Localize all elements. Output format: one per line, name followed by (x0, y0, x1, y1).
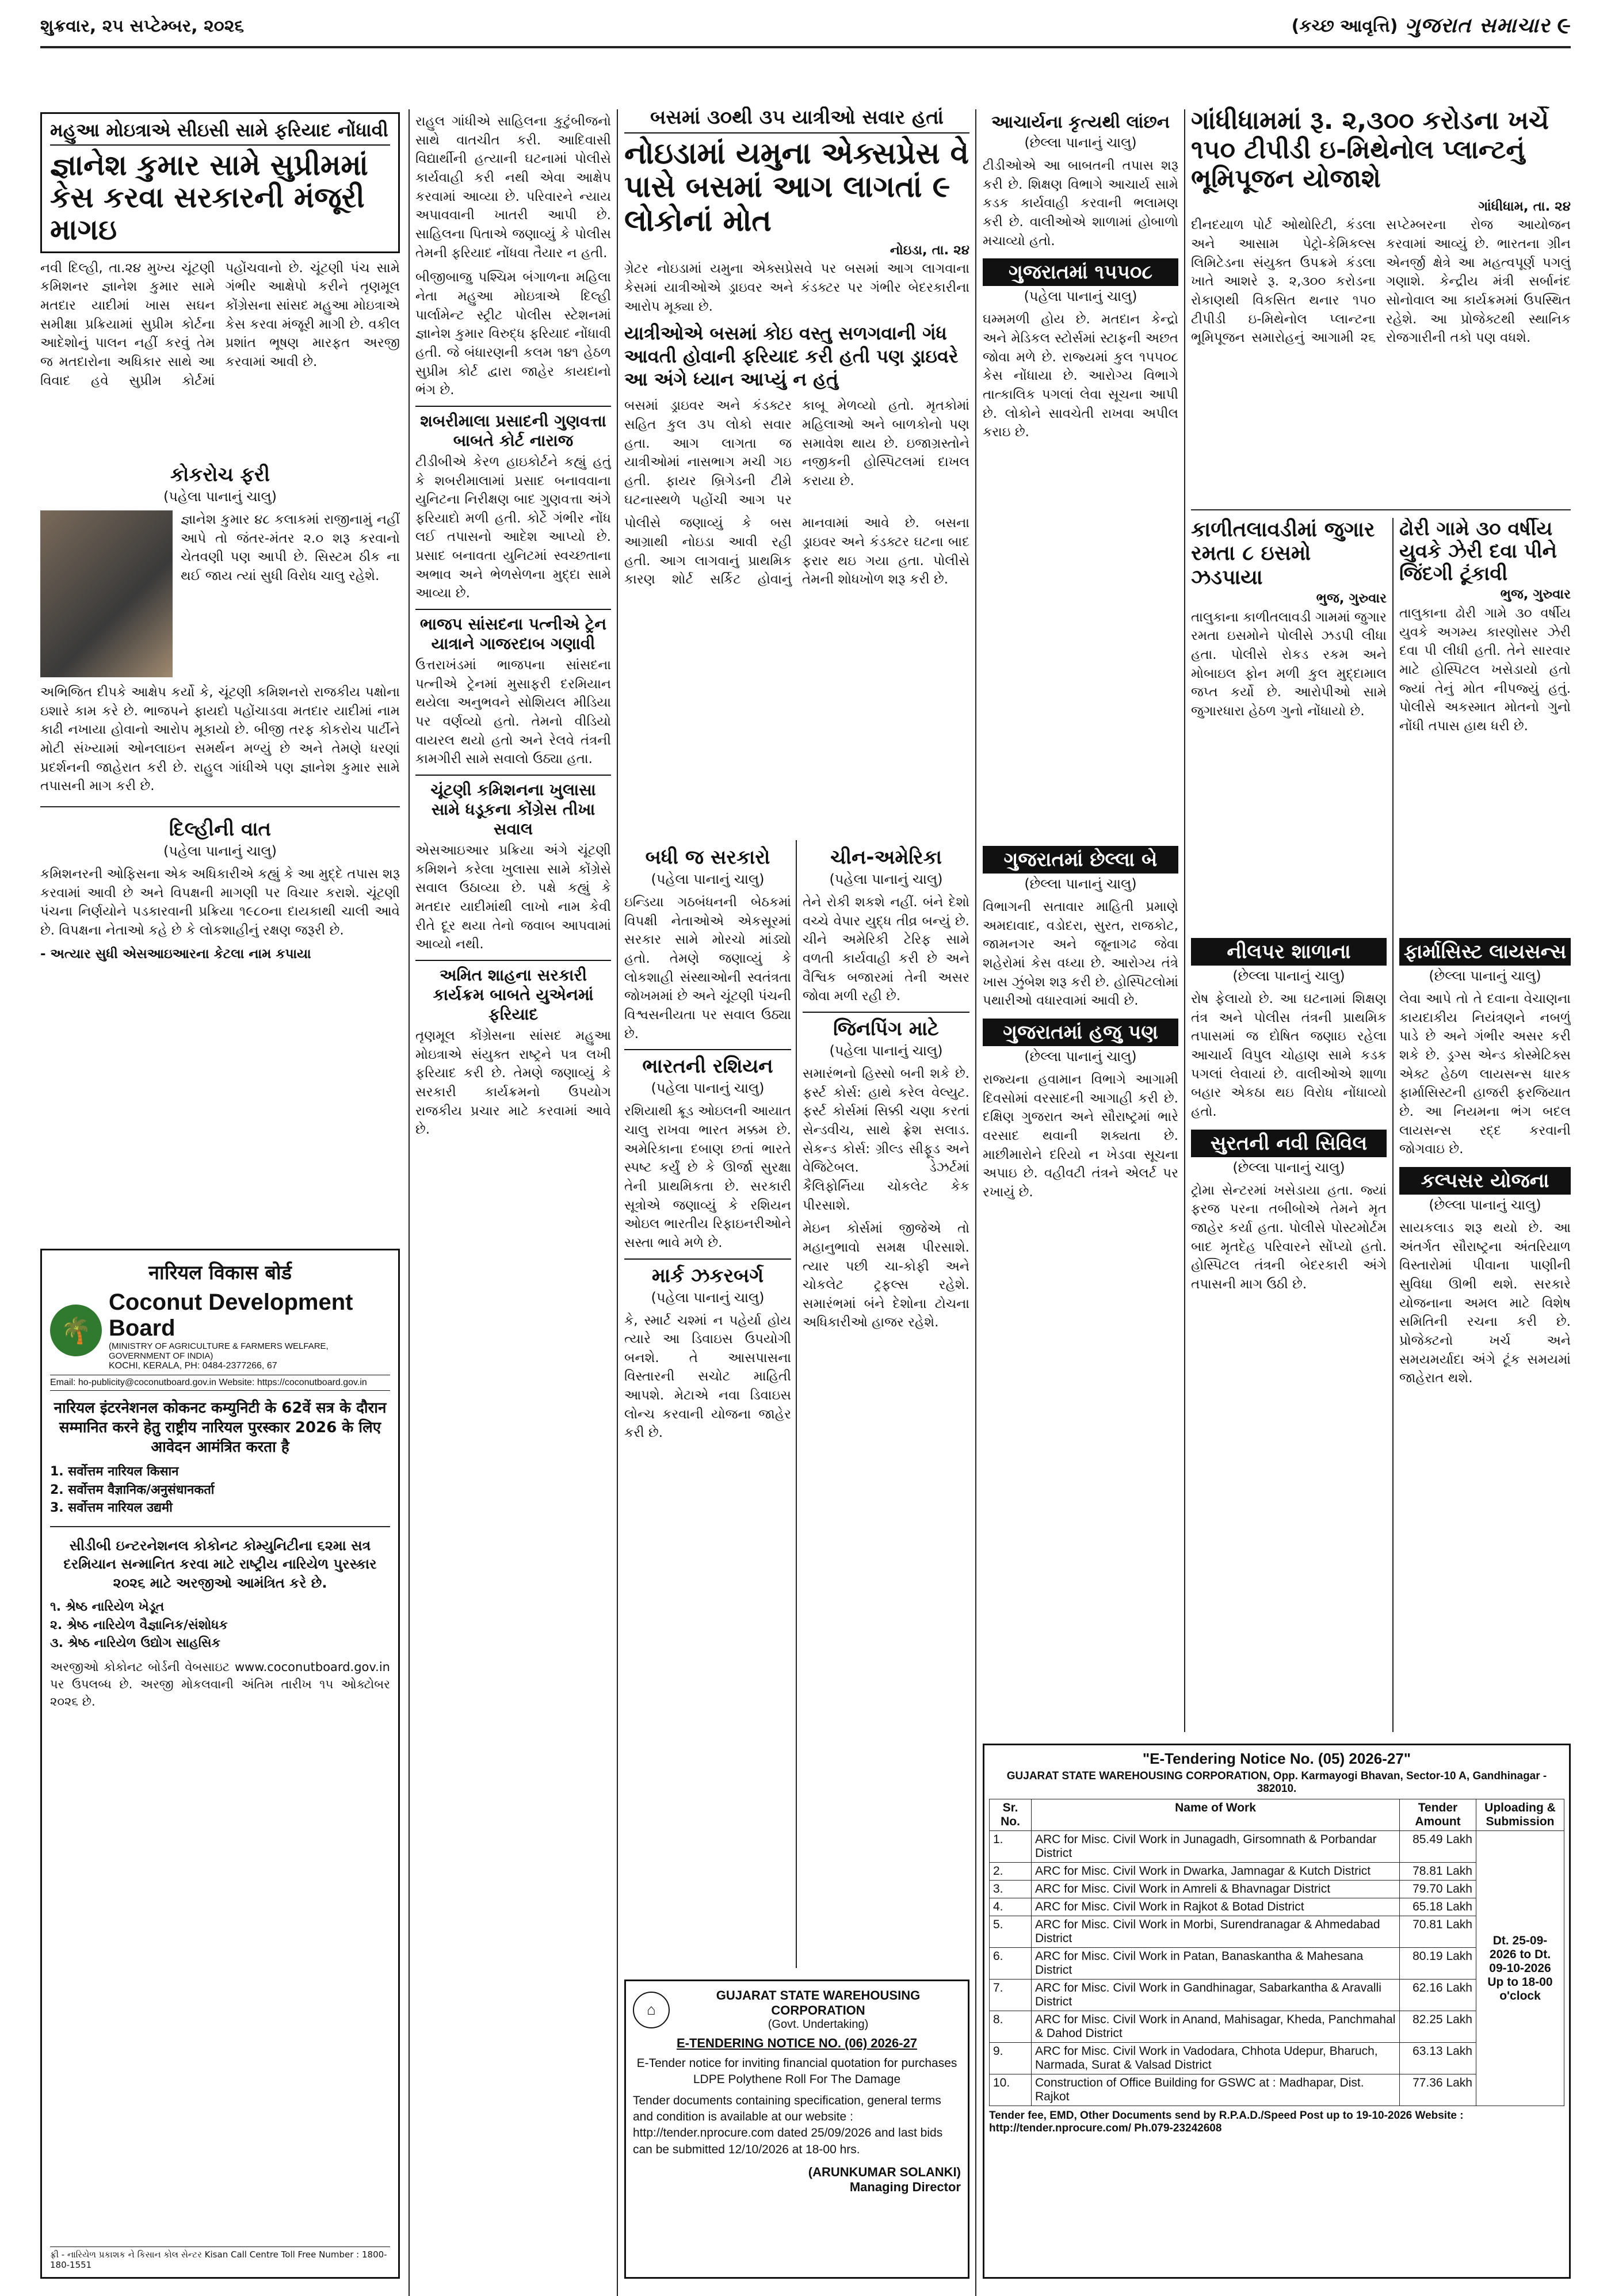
gswc-logo-icon: ⌂ (633, 1992, 670, 2028)
tender-amount: 62.16 Lakh (1400, 1980, 1476, 2011)
divider (40, 806, 400, 807)
news-photo (40, 510, 173, 677)
story-body: રશિયાથી ક્રૂડ ઓઇલની આયાત ચાલુ રાખવા ભારત મક્કમ છે. અમેરિકાના દબાણ છતાં ભારતે સ્પષ્ટ કર્યું છે કે ઊર્જા સુરક્ષા તેની પ્રાથમિકતા છે. સરકારી સૂત્રોએ જણાવ્યું કે રશિયન ઓઇલ ભારતીય રિફાઇનરીઓને સસ્તા ભાવે મળે છે. (624, 1104, 791, 1250)
row-number: 9. (990, 2043, 1032, 2074)
story-body: તાલુકાના ઢોરી ગામે ૩૦ વર્ષીય યુવકે અગમ્ય કારણોસર ઝેરી દવા પી લીધી હતી. તેને સારવાર માટે હોસ્પિટલ ખસેડાયો હતો જ્યાં તેનું મોત નીપજ્યું હતું. પોલીસે અકસ્માત મોતનો ગુનો નોંધી તપાસ હાથ ધરી છે. (1399, 605, 1571, 734)
section-heading: ગુજરાતમાં ૧૫૫૦૮ (983, 258, 1178, 286)
work-name: ARC for Misc. Civil Work in Amreli & Bhavnagar District (1032, 1881, 1400, 1898)
award-item: 3. सर्वोत्तम नारियल उद्यमी (50, 1500, 173, 1515)
headline: કાળીતલાવડીમાં જુગાર રમતા ૮ ઇસમો ઝડપાયા (1191, 518, 1375, 589)
row-number: 10. (990, 2074, 1032, 2106)
story-body: સમારંભનો હિસ્સો બની શકે છે. ફર્સ્ટ કોર્સ: હાથે કરેલ વેલ્યુટ. ફર્સ્ટ કોર્સમાં સિક્કી ચણા કરતાં સેન્ડવીચ, સાથે ફ્રેશ સલાડ. સેકન્ડ કોર્સ: ગ્રીલ્ડ સીફૂડ અને વેજિટેબલ. ડેઝર્ટમાં કૈલિફોર્નિયા ચોકલેટ કેક પીરસાશે. (803, 1066, 969, 1213)
award-item: ૧. શ્રેષ્ઠ નારિયેળ ખેડૂત (50, 1600, 165, 1615)
tender-govt: (Govt. Undertaking) (768, 2018, 869, 2031)
story-youth-suicide (1399, 518, 1571, 921)
edition-label: (કચ્છ આવૃત્તિ) (1291, 16, 1398, 36)
section-heading: સુરતની નવી સિવિલ (1191, 1130, 1387, 1157)
divider (50, 1526, 390, 1527)
ad-headline-hindi: नारियल इंटरनेशनल कोकनट कम्युनिटी के 62वें सत्र के दौरान सम्मानित करने हेतु राष्ट्रीय नारियल पुरस्कार 2026 के लिए आवेदन आमंत्रित करता है (54, 1399, 387, 1456)
tender-title: "E-Tendering Notice No. (05) 2026-27" (1142, 1750, 1411, 1767)
story-body: બીજીબાજુ પશ્ચિમ બંગાળના મહિલા નેતા મહુઆ મોઇત્રાએ દિલ્હી પાર્લામેન્ટ સ્ટ્રીટ પોલીસ સ્ટેશનમાં જ્ઞાનેશ કુમાર વિરુદ્ધ ફરિયાદ નોંધાવી હતી. જે બંધારણની કલમ ૧૪૧ હેઠળ સુપ્રીમ કોર્ટ દ્વારા જાહેર કાયદાનો ભંગ છે. (415, 270, 611, 398)
tender-notice-no: E-TENDERING NOTICE NO. (06) 2026-27 (676, 2036, 918, 2050)
ad-ministry: (MINISTRY OF AGRICULTURE & FARMERS WELFARE, GOVERNMENT OF INDIA) (109, 1341, 329, 1361)
col-header: Name of Work (1032, 1799, 1400, 1831)
ad-footer: ફ્રી - નારિયેળ પ્રકાશક ને કિસાન કોલ સેન્ટર Kisan Call Centre Toll Free Number : 1800-180-1551 (50, 2247, 390, 2270)
story-lead: ગ્રેટર નોઇડામાં યમુના એક્સપ્રેસવે પર બસમાં આગ લાગવાના કેસમાં યાત્રીઓએ ડ્રાઇવર અને કંડક્ટર પર ગંભીર બેદરકારીના આરોપ મૂક્યા છે. (624, 261, 969, 314)
award-item: ૩. શ્રેષ્ઠ નારિયેળ ઉદ્યોગ સાહસિક (50, 1635, 221, 1650)
story-body: રાજ્યના હવામાન વિભાગે આગામી દિવસોમાં વરસાદની આગાહી કરી છે. દક્ષિણ ગુજરાત અને સૌરાષ્ટ્રમાં ભારે વરસાદ થવાની શક્યતા છે. માછીમારોને દરિયો ન ખેડવા સૂચના અપાઇ છે. વહીવટી તંત્રને એલર્ટ પર રખાયું છે. (983, 1071, 1178, 1200)
story-body: એસઆઇઆર પ્રક્રિયા અંગે ચૂંટણી કમિશને કરેલા ખુલાસા સામે કોંગ્રેસે સવાલ ઉઠાવ્યા છે. પક્ષે કહ્યું કે મતદાર યાદીમાંથી લાખો નામ કેવી રીતે દૂર થયા તેનો જવાબ આપવામાં આવ્યો નથી. (415, 843, 611, 952)
tender-amount: 77.36 Lakh (1400, 2074, 1476, 2106)
story-body: રાહુલ ગાંધીએ સાહિલના કુટુંબીજનો સાથે વાતચીત કરી. આદિવાસી વિદ્યાર્થીની હત્યાની ઘટનામાં પોલીસે કાર્યવાહી કરી નથી એવા આક્ષેપ કરવામાં આવ્યા છે. પરિવારને ન્યાય અપાવવાની ખાતરી આપી છે. સાહિલના પિતાએ જણાવ્યું કે પોલીસ તેમની ફરિયાદ નોંધવા તૈયાર ન હતી. (415, 114, 611, 261)
work-name: ARC for Misc. Civil Work in Patan, Banaskantha & Mahesana District (1032, 1948, 1400, 1980)
continued-label: (પહેલા પાનાનું ચાલુ) (829, 871, 943, 887)
story-body: અભિજિત દીપકે આક્ષેપ કર્યો કે, ચૂંટણી કમિશનરો રાજકીય પક્ષોના ઇશારે કામ કરે છે. ભાજપને ફાયદો પહોંચાડવા મતદાર યાદીમાં નામ કાઢી નખાયા હોવાનો આરોપ મૂકાયો છે. બીજી તરફ કોકરોચ પાર્ટીને મોટી સંખ્યામાં ઓનલાઇન સમર્થન મળ્યું છે અને તેમણે ધરણાં પ્રદર્શનની જાહેરાત કરી છે. રાહુલ ગાંધીએ પણ જ્ઞાનેશ કુમાર સામે તપાસની માગ કરી છે. (40, 685, 400, 794)
section-heading: નીલપર શાળાના (1191, 938, 1387, 966)
row-number: 7. (990, 1980, 1032, 2011)
story-bus-fire (624, 106, 969, 826)
story-body: ટીડીબીએ કેરળ હાઇકોર્ટને કહ્યું હતું કે શબરીમાલામાં પ્રસાદ બનાવવાના યુનિટના નિરીક્ષણ બાદ ગુણવત્તા અંગે ફરિયાદો મળી હતી. કોર્ટે ગંભીર નોંધ લઈ તપાસનો આદેશ આપ્યો છે. પ્રસાદ બનાવતા યુનિટમાં સ્વચ્છતાના અભાવ અને ભેળસેળના મુદ્દા સામે આવ્યા છે. (415, 454, 611, 601)
section-heading: કોકરોચ ફરી (170, 463, 270, 486)
section-heading: માર્ક ઝકરબર્ગ (624, 1258, 791, 1287)
continued-label: (છેલ્લા પાનાનું ચાલુ) (1429, 968, 1541, 984)
section-heading: કલ્પસર યોજના (1399, 1167, 1571, 1195)
col-header: Tender Amount (1400, 1799, 1476, 1831)
table-row (990, 1831, 1564, 1863)
story-body: મેઇન કોર્સમાં જીજેએ તો મહાનુભાવો સમક્ષ પીરસાશે. ત્યાર પછી ચા-કોફી અને ચોકલેટ ટ્રફલ્સ રહેશે. સમારંભમાં બંને દેશોના ટોચના અધિકારીઓ હાજર રહેશે. (803, 1221, 969, 1330)
continued-label: (પહેલા પાનાનું ચાલુ) (829, 1042, 943, 1059)
story-body: ઘમ્મમળી હોય છે. મતદાન કેન્દ્રો અને મેડિકલ સ્ટોર્સમાં સ્ટાફની અછત જોવા મળે છે. રાજ્યમાં કુલ ૧૫૫૦૮ કેસ નોંધાયા છે. આરોગ્ય વિભાગે તાત્કાલિક પગલાં લેવા સૂચના આપી છે. લોકોને સાવચેતી રાખવા અપીલ કરાઇ છે. (983, 312, 1178, 440)
masthead-rule (40, 46, 1571, 48)
story-body: દીનદયાળ પોર્ટ ઓથોરિટી, કંડલા અને આસામ પેટ્રો-કેમિકલ્સ લિમિટેડના સંયુક્ત ઉપક્રમે કંડલા ખાતે આશરે રૂ. ૨,૩૦૦ કરોડના રોકાણથી વિકસિત થનાર ૧૫૦ ટીપીડી ઇ-મિથેનોલ પ્લાન્ટના ભૂમિપૂજન સમારોહનું આગામી ૨૬ સપ્ટેમ્બરના રોજ આયોજન કરવામાં આવ્યું છે. ભારતના ગ્રીન એનર્જી ક્ષેત્રે આ મહત્વપૂર્ણ પગલું ગણાશે. કેન્દ્રીય મંત્રી સર્બાનંદ સોનોવાલ આ કાર્યક્રમમાં ઉપસ્થિત રહેશે. આ પ્રોજેક્ટથી સ્થાનિક રોજગારીની તકો પણ વધશે. (1191, 218, 1571, 346)
story-bold-lead: યાત્રીઓએ બસમાં કોઇ વસ્તુ સળગવાની ગંધ આવતી હોવાની ફરિયાદ કરી હતી પણ ડ્રાઇવરે આ અંગે ધ્યાન આપ્યું ન હતું (624, 322, 959, 391)
work-name: ARC for Misc. Civil Work in Rajkot & Botad District (1032, 1898, 1400, 1916)
headline: નોઇડામાં યમુના એક્સપ્રેસ વે પાસે બસમાં આગ લાગતાં ૯ લોકોનાં મોત (624, 136, 969, 238)
column-rule (617, 109, 618, 2296)
tender-text: E-Tender notice for inviting financial quotation for purchases LDPE Polythene Roll For The Damage (636, 2057, 957, 2087)
coconut-board-ad (40, 1249, 400, 2279)
paper-logo: ગુજરાત સમાચાર (1404, 14, 1551, 37)
dateline: ભુજ, ગુરુવાર (1316, 591, 1387, 607)
story-gandhidham-plant (1191, 106, 1571, 504)
work-name: Construction of Office Building for GSWC at : Madhapar, Dist. Rajkot (1032, 2074, 1400, 2106)
story-body: લેવા આપે તો તે દવાના વેચાણના કાયદાકીય નિયંત્રણને નબળું પાડે છે અને ગંભીર અસર કરી શકે છે. ડ્રગ્સ એન્ડ કોસ્મેટિક્સ એક્ટ હેઠળ લાયસન્સ ધારક ફાર્માસિસ્ટની હાજરી ફરજિયાત છે. આ નિયમના ભંગ બદલ લાયસન્સ રદ્દ કરવાની જોગવાઇ છે. (1399, 991, 1571, 1157)
column-rule (409, 109, 410, 2296)
continued-label: (પહેલા પાનાનું ચાલુ) (1024, 288, 1137, 305)
ad-contact: Email: ho-publicity@coconutboard.gov.in Website: https://coconutboard.gov.in (50, 1375, 390, 1391)
continued-label: (પહેલા પાનાનું ચાલુ) (651, 1289, 765, 1306)
column-five (983, 840, 1178, 1732)
story-body: પોલીસે જણાવ્યું કે બસ આગ્રાથી નોઇડા આવી રહી હતી. આગ લાગવાનું પ્રાથમિક કારણ શોર્ટ સર્કિટ હોવાનું માનવામાં આવે છે. બસના ડ્રાઇવર અને કંડક્ટર ઘટના બાદ ફરાર થઇ ગયા હતા. પોલીસે તેમની શોધખોળ શરૂ કરી છે. (624, 516, 969, 588)
row-number: 5. (990, 1916, 1032, 1948)
continued-label: (છેલ્લા પાનાનું ચાલુ) (1429, 1196, 1541, 1213)
continued-label: (પહેલા પાનાનું ચાલુ) (651, 1080, 765, 1097)
ad-title-hindi: नारियल विकास बोर्ड (148, 1261, 292, 1284)
tender-amount: 80.19 Lakh (1400, 1948, 1476, 1980)
story-body: કમિશનરની ઓફિસના એક અધિકારીએ કહ્યું કે આ મુદ્દે તપાસ શરૂ કરવામાં આવી છે અને વિપક્ષની માગણી પર વિચાર કરાશે. ચૂંટણી પંચના નિર્ણયોને પડકારવાની પ્રક્રિયા ૧૯૮૦ના દાયકાથી ચાલી આવે છે. વિપક્ષના નેતાઓ કહે છે કે લોકશાહીનું રક્ષણ જરૂરી છે. (40, 866, 400, 938)
column-rule (1392, 518, 1394, 1732)
tender-footer: Tender fee, EMD, Other Documents send by R.P.A.D./Speed Post up to 19-10-2026 Website : (989, 2110, 1464, 2122)
column-rule (1184, 109, 1185, 1732)
story-body: વિભાગની સતાવાર માહિતી પ્રમાણે અમદાવાદ, વડોદરા, સુરત, રાજકોટ, જામનગર અને જૂનાગઢ જેવા શહેરોમાં કેસ વધ્યા છે. આરોગ્ય તંત્રે ખાસ ઝુંબેશ શરૂ કરી છે. હોસ્પિટલોમાં પથારીઓ વધારવામાં આવી છે. (983, 899, 1178, 1009)
headline: જ્ઞાનેશ કુમાર સામે સુપ્રીમમાં કેસ કરવા સરકારની મંજૂરી માગઇ (50, 148, 368, 246)
story-body: કે, સ્માર્ટ ચશ્માં ન પહેર્યા હોય ત્યારે આ ડિવાઇસ ઉપયોગી બનશે. તે આસપાસના વિસ્તારની સચોટ માહિતી આપશે. મેટાએ નવા ડિવાઇસ લોન્ચ કરવાની યોજના જાહેર કરી છે. (624, 1313, 791, 1441)
story-body: જ્ઞાનેશ કુમાર ૪૮ કલાકમાં રાજીનામું નહીં આપે તો જંતર-મંતર ૨.૦ શરૂ કરવાનો ચેતવણી પણ આપી છે. સિસ્ટમ ઠીક ના થઈ જાય ત્યાં સુધી વિરોધ ચાલુ રહેશે. (181, 512, 400, 583)
column-four-top (983, 106, 1178, 826)
kicker: બસમાં ૩૦થી ૩૫ યાત્રીઓ સવાર હતાં (624, 106, 969, 134)
headline-box (40, 112, 400, 253)
kicker: મહુઆ મોઇત્રાએ સીઇસી સામે ફરિયાદ નોંધાવી (50, 120, 390, 146)
row-number: 1. (990, 1831, 1032, 1863)
work-name: ARC for Misc. Civil Work in Morbi, Surendranagar & Ahmedabad District (1032, 1916, 1400, 1948)
section-heading: ભાજપ સાંસદના પત્નીએ ટ્રેન યાત્રાને ગાજરદાબ ગણાવી (415, 609, 611, 654)
section-heading: શબરીમાલા પ્રસાદની ગુણવત્તા બાબતે કોર્ટ નારાજ (415, 406, 611, 451)
story-body: નવી દિલ્હી, તા.૨૪ મુખ્ય ચૂંટણી કમિશનર જ્ઞાનેશ કુમાર સામે મતદાર યાદીમાં ખાસ સઘન સમીક્ષા પ્રક્રિયામાં સુપ્રીમ કોર્ટના આદેશોનું પાલન નહીં કરવું તેમ જ મતદારોના અધિકાર સાથે આ વિવાદ હવે સુપ્રીમ કોર્ટમાં પહોંચવાનો છે. ચૂંટણી પંચ સામે ગંભીર આક્ષેપો કરીને તૃણમૂલ કોંગ્રેસના સાંસદ મહુઆ મોઇત્રાએ કેસ કરવા મંજૂરી માગી છે. વકીલ પ્રશાંત ભૂષણ મારફત અરજી કરવામાં આવી છે. (40, 260, 400, 388)
column-six-left (1191, 932, 1387, 1732)
tender-org: GUJARAT STATE WAREHOUSING CORPORATION, Opp. Karmayogi Bhavan, Sector-10 A, Gandhinagar - 382010. (1006, 1770, 1547, 1795)
continued-label: (છેલ્લા પાનાનું ચાલુ) (1232, 968, 1345, 984)
row-number: 8. (990, 2011, 1032, 2043)
continued-label: (છેલ્લા પાનાનું ચાલુ) (1232, 1159, 1345, 1176)
issue-date: શુક્રવાર, ૨૫ સપ્ટેમ્બર, ૨૦૨૬ (40, 16, 245, 36)
story-body: તૃણમૂલ કોંગ્રેસના સાંસદ મહુઆ મોઇત્રાએ સંયુક્ત રાષ્ટ્રને પત્ર લખી ફરિયાદ કરી છે. તેમણે જણાવ્યું કે સરકારી કાર્યક્રમનો ઉપયોગ રાજકીય પ્રચાર માટે કરવામાં આવે છે. (415, 1028, 611, 1138)
column-four (803, 840, 969, 1968)
column-two (415, 112, 611, 2282)
tender-amount: 63.13 Lakh (1400, 2043, 1476, 2074)
tender-table (989, 1799, 1564, 2106)
continued-label: (પહેલા પાનાનું ચાલુ) (163, 489, 277, 505)
tender-amount: 78.81 Lakh (1400, 1863, 1476, 1881)
headline: ગાંધીધામમાં રૂ. ૨,૩૦૦ કરોડના ખર્ચે ૧૫૦ ટીપીડી ઇ-મિથેનોલ પ્લાન્ટનું ભૂમિપૂજન યોજાશે (1191, 106, 1549, 194)
work-name: ARC for Misc. Civil Work in Gandhinagar, Sabarkantha & Aravalli District (1032, 1980, 1400, 2011)
story-body: બસમાં ડ્રાઇવર અને કંડક્ટર સહિત કુલ ૩૫ લોકો સવાર હતા. આગ લાગતા જ યાત્રીઓમાં નાસભાગ મચી ગઇ હતી. ફાયર બ્રિગેડની ટીમે ઘટનાસ્થળે પહોંચી આગ પર કાબૂ મેળવ્યો હતો. મૃતકોમાં મહિલાઓ અને બાળકોનો પણ સમાવેશ થાય છે. ઇજાગ્રસ્તોને નજીકની હોસ્પિટલમાં દાખલ કરાયા છે. (624, 398, 969, 508)
tender-text: Tender documents containing specification, general terms and condition is available at our website : http://tender.nprocure.com dated 25/09/2026 and last bids can be submitted 12/10/2026 at 18-00 hrs. (633, 2093, 943, 2156)
story-cockroach (40, 457, 400, 1234)
story-body: તાલુકાના કાળીતલાવડી ગામમાં જુગાર રમતા ઇસમોને પોલીસે ઝડપી લીધા હતા. પોલીસે રોકડ રકમ અને મોબાઇલ ફોન મળી કુલ મુદ્દામાલ જપ્ત કર્યો છે. આરોપીઓ સામે જુગારધારા હેઠળ ગુનો નોંધાયો છે. (1191, 609, 1387, 719)
story-body: ઇન્ડિયા ગઠબંધનની બેઠકમાં વિપક્ષી નેતાઓએ એકસૂરમાં સરકાર સામે મોરચો માંડ્યો હતો. તેમણે જણાવ્યું કે લોકશાહી સંસ્થાઓની સ્વતંત્રતા જોખમમાં છે અને ચૂંટણી પંચની વિશ્વસનીયતા પર સવાલ ઉઠ્યા છે. (624, 895, 791, 1042)
tender-amount: 79.70 Lakh (1400, 1881, 1476, 1898)
submission-dates: Dt. 25-09-2026 to Dt. 09-10-2026 Up to 18-00 o'clock (1476, 1831, 1564, 2106)
tender-amount: 82.25 Lakh (1400, 2011, 1476, 2043)
tender-notice-small (624, 1980, 969, 2279)
story-body: સાયકલાડ શરૂ થયો છે. આ અંતર્ગત સૌરાષ્ટ્રના અંતરિયાળ વિસ્તારોમાં પીવાના પાણીની સુવિધા ઊભી થશે. સરકારે યોજનાના અમલ માટે વિશેષ સમિતિની રચના કરી છે. પ્રોજેક્ટનો ખર્ચ અને સમયમર્યાદા અંગે ટૂંક સમયમાં જાહેરાત થશે. (1399, 1220, 1571, 1386)
section-heading: દિલ્હીની વાત (169, 817, 272, 841)
continued-label: (છેલ્લા પાનાનું ચાલુ) (1024, 876, 1137, 892)
tender-role: Managing Director (849, 2180, 961, 2195)
tender-footer: http://tender.nprocure.com/ Ph.079-23242608 (989, 2122, 1222, 2134)
story-body: ટ્રોમા સેન્ટરમાં ખસેડાયા હતા. જ્યાં ફરજ પરના તબીબોએ તેમને મૃત જાહેર કર્યા હતા. પોલીસે પોસ્ટમોર્ટમ બાદ મૃતદેહ પરિવારને સોંપ્યો હતો. હોસ્પિટલ તંત્રની બેદરકારી અંગે તપાસની માગ ઉઠી છે. (1191, 1183, 1387, 1292)
section-heading: ભારતની રશિયન (624, 1049, 791, 1078)
story-gambling-arrest (1191, 518, 1387, 921)
work-name: ARC for Misc. Civil Work in Anand, Mahisagar, Kheda, Panchmahal & Dahod District (1032, 2011, 1400, 2043)
continued-label: (પહેલા પાનાનું ચાલુ) (651, 871, 765, 887)
column-rule (975, 109, 976, 2296)
continued-label: (પહેલા પાનાનું ચાલુ) (163, 842, 277, 859)
column-rule (796, 840, 797, 1968)
ad-headline-gujarati: સીડીબી ઇન્ટરનેશનલ કોકોનટ કોમ્યુનિટીના ૬૨મા સત્ર દરમિયાન સન્માનિત કરવા માટે રાષ્ટ્રીય નારિયેળ પુરસ્કાર ૨૦૨૬ માટે અરજીઓ આમંત્રિત કરે છે. (63, 1538, 377, 1591)
section-heading: ગુજરાતમાં છેલ્લા બે (983, 846, 1178, 874)
section-heading: ચૂંટણી કમિશનના ખુલાસા સામે ધડૂકના કોંગ્રેસ તીખા સવાલ (415, 775, 611, 839)
page-number: ૯ (1557, 13, 1571, 39)
ad-deadline: અરજીઓ કોકોનટ બોર્ડની વેબસાઇટ www.coconutboard.gov.in પર ઉપલબ્ધ છે. અરજી મોકલવાની અંતિમ તારીખ ૧૫ ઓક્ટોબર ૨૦૨૬ છે. (50, 1660, 390, 1708)
award-item: ૨. શ્રેષ્ઠ નારિયેળ વૈજ્ઞાનિક/સંશોધક (50, 1618, 228, 1633)
award-item: 2. सर्वोत्तम वैज्ञानिक/अनुसंधानकर्ता (50, 1482, 215, 1497)
masthead-right (1292, 13, 1571, 39)
row-number: 2. (990, 1863, 1032, 1881)
work-name: ARC for Misc. Civil Work in Vadodara, Chhota Udepur, Bharuch, Narmada, Surat & Valsad District (1032, 2043, 1400, 2074)
headline: ઢોરી ગામે ૩૦ વર્ષીય યુવકે ઝેરી દવા પીને જિંદગી ટૂંકાવી (1399, 518, 1557, 586)
section-heading: ગુજરાતમાં હજુ પણ (983, 1019, 1178, 1046)
tender-org: GUJARAT STATE WAREHOUSING CORPORATION (716, 1988, 921, 2017)
continued-label: (છેલ્લા પાનાનું ચાલુ) (1024, 1048, 1137, 1065)
ad-org-name: Coconut Development Board (109, 1290, 353, 1341)
section-heading: ફાર્માસિસ્ટ લાયસન્સ (1399, 938, 1571, 966)
column-six-right (1399, 932, 1571, 1732)
tender-notice-large (983, 1744, 1571, 2279)
section-heading: આચાર્યના કૃત્યથી લાંછન (991, 112, 1170, 132)
story-body: રોષ ફેલાયો છે. આ ઘટનામાં શિક્ષણ તંત્ર અને પોલીસ તંત્રની પ્રાથમિક તપાસમાં જ દોષિત જણાઇ રહેલા આચાર્ય વિપુલ ચોહાણ સામે કડક પગલાં લેવાયાં છે. વાલીઓએ શાળા બહાર એકઠા થઇ વિરોધ નોંધાવ્યો હતો. (1191, 991, 1387, 1119)
cdb-logo-icon: 🌴 (50, 1305, 102, 1356)
section-heading: ચીન-અમેરિકા (830, 846, 942, 869)
section-heading: બધી જ સરકારો (645, 846, 770, 869)
row-number: 6. (990, 1948, 1032, 1980)
award-item: 1. सर्वोत्तम नारियल किसान (50, 1464, 179, 1479)
tender-amount: 70.81 Lakh (1400, 1916, 1476, 1948)
row-number: 4. (990, 1898, 1032, 1916)
work-name: ARC for Misc. Civil Work in Junagadh, Girsomnath & Porbandar District (1032, 1831, 1400, 1863)
tender-signatory: (ARUNKUMAR SOLANKI) (808, 2165, 961, 2180)
section-heading: જિનપિંગ માટે (803, 1012, 969, 1040)
story-body: તેને રોકી શકશે નહીં. બંને દેશો વચ્ચે વેપાર યુદ્ધ તીવ્ર બન્યું છે. ચીને અમેરિકી ટેરિફ સામે વળતી કાર્યવાહી કરી છે અને વૈશ્વિક બજારમાં તેની અસર જોવા મળી રહી છે. (803, 895, 969, 1004)
col-header: Uploading & Submission (1476, 1799, 1564, 1831)
section-heading: અમિત શાહના સરકારી કાર્યક્રમ બાબતે યુએનમાં ફરિયાદ (415, 960, 611, 1024)
story-body: ટીડીઓએ આ બાબતની તપાસ શરૂ કરી છે. શિક્ષણ વિભાગે આચાર્ય સામે કડક કાર્યવાહી કરવાની ભલામણ કરી છે. વાલીઓએ શાળામાં હોબાળો મચાવ્યો હતો. (983, 158, 1178, 249)
lead-story-mahua (40, 112, 400, 452)
story-body: ઉત્તરાખંડમાં ભાજપના સાંસદના પત્નીએ ટ્રેનમાં મુસાફરી દરમિયાન થયેલા અનુભવને સોશિયલ મીડિયા પર વર્ણવ્યો હતો. તેમનો વીડિયો વાયરલ થયો હતો અને રેલવે તંત્રની કામગીરી સામે સવાલો ઉઠ્યા હતા. (415, 658, 611, 767)
row-number: 3. (990, 1881, 1032, 1898)
col-header: Sr. No. (990, 1799, 1032, 1831)
byline: - અત્યાર સુધી એસઆઇઆરના કેટલા નામ કપાયા (40, 946, 311, 962)
divider (1191, 509, 1571, 510)
work-name: ARC for Misc. Civil Work in Dwarka, Jamnagar & Kutch District (1032, 1863, 1400, 1881)
ad-address: KOCHI, KERALA, PH: 0484-2377266, 67 (109, 1361, 277, 1371)
dateline: ગાંધીધામ, તા. ૨૪ (1478, 199, 1571, 214)
tender-amount: 65.18 Lakh (1400, 1898, 1476, 1916)
dateline: નોઇડા, તા. ૨૪ (890, 242, 969, 258)
tender-amount: 85.49 Lakh (1400, 1831, 1476, 1863)
dateline: ભુજ, ગુરુવાર (1500, 587, 1571, 602)
continued-label: (છેલ્લા પાનાનું ચાલુ) (1024, 135, 1137, 151)
